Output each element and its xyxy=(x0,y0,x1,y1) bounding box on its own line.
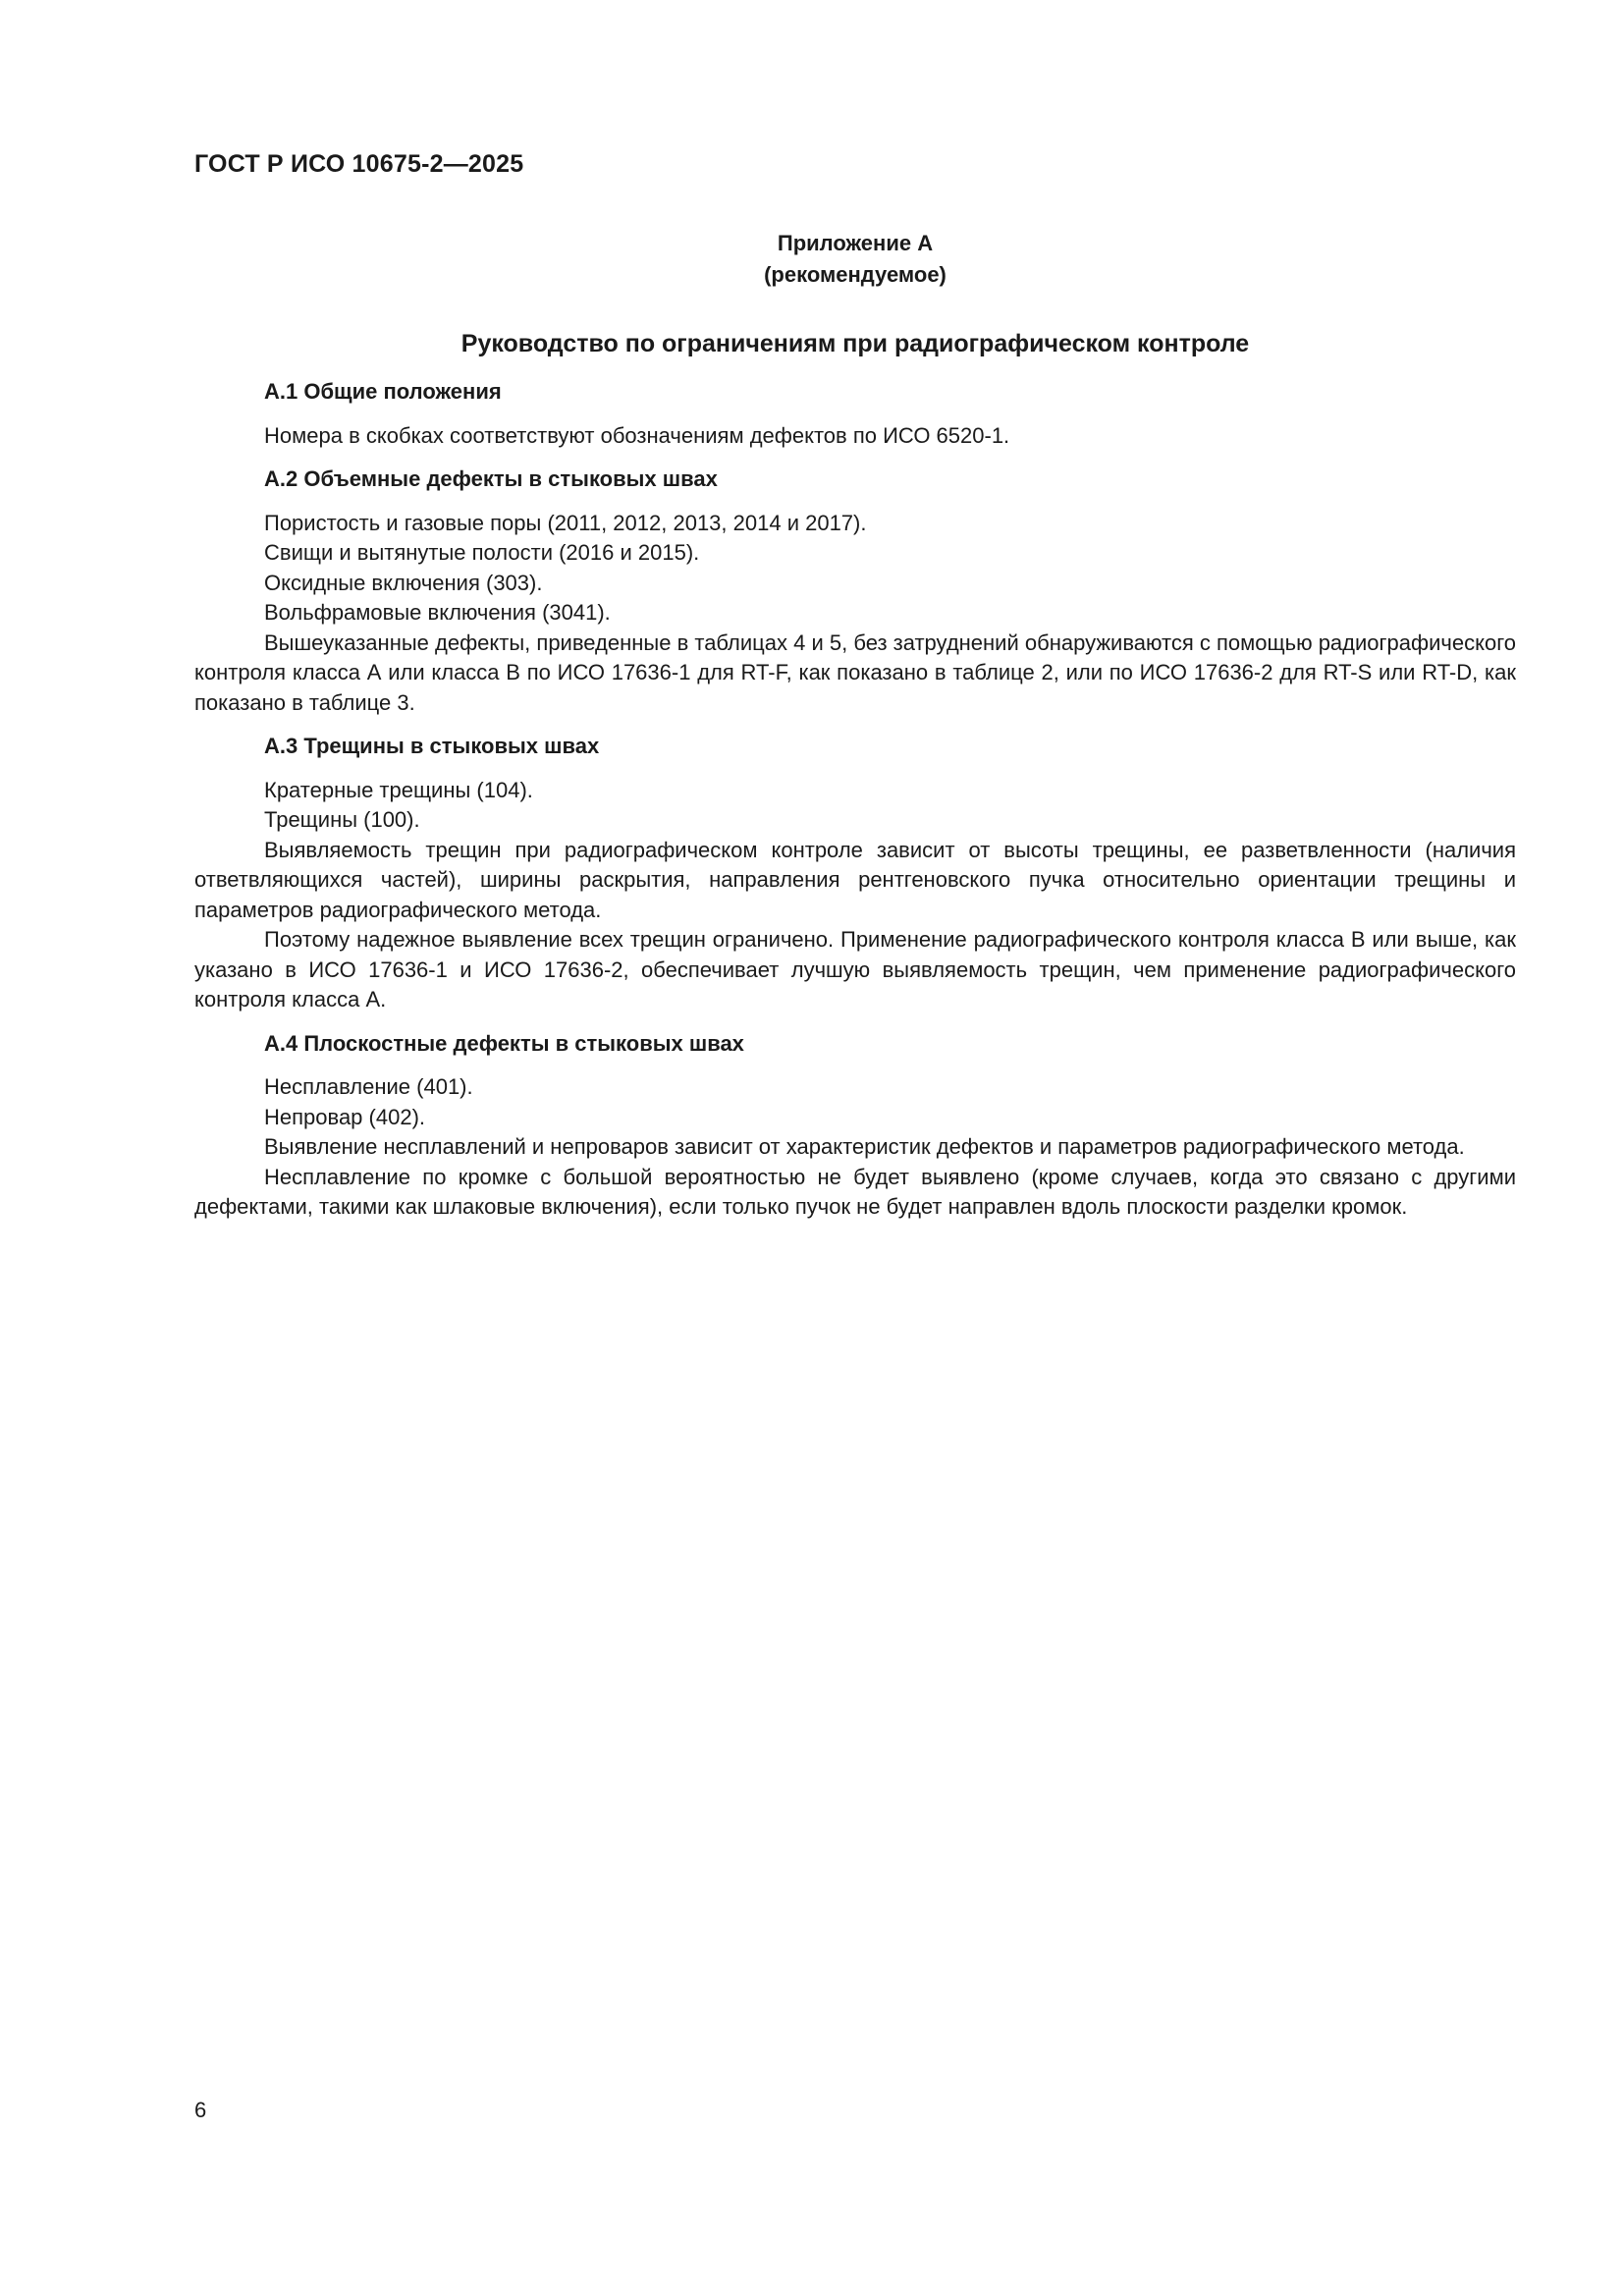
section-a2-paragraph: Вышеуказанные дефекты, приведенные в таблицах 4 и 5, без затруднений обнаруживаются с помощью радиографического контроля класса А или класса В по ИСО 17636-1 для RT-F, как показано в таблице 2, или по ИСО 17636-2 для RT-S или RT-D, как показано в таблице 3. xyxy=(194,629,1516,715)
section-a3-title: А.3 Трещины в стыковых швах xyxy=(264,734,600,758)
section-a2-title: А.2 Объемные дефекты в стыковых швах xyxy=(264,466,718,491)
section-a3-paragraph: Выявляемость трещин при радиографическом контроле зависит от высоты трещины, ее разветвленности (наличия ответвляющихся частей), ширины раскрытия, направления рентгеновского пучка относительно ориентации трещины и параметров радиографического метода. xyxy=(194,837,1516,922)
section-a2-line: Оксидные включения (303). xyxy=(264,570,543,595)
annex-heading: Руководство по ограничениям при радиографическом контроле xyxy=(460,330,1250,357)
section-a2-line: Пористость и газовые поры (2011, 2012, 2013, 2014 и 2017). xyxy=(264,510,867,535)
section-a1-title: А.1 Общие положения xyxy=(264,379,502,404)
document-code: ГОСТ Р ИСО 10675-2—2025 xyxy=(194,150,524,178)
page-number: 6 xyxy=(194,2098,207,2122)
section-a4-paragraph: Выявление несплавлений и непроваров зависит от характеристик дефектов и параметров радиографического метода. xyxy=(264,1134,1465,1159)
annex-header xyxy=(194,228,1516,360)
section-a3-line: Трещины (100). xyxy=(264,807,420,832)
section-a1-line: Номера в скобках соответствуют обозначениям дефектов по ИСО 6520-1. xyxy=(264,422,1010,448)
section-a4-line: Непровар (402). xyxy=(264,1104,426,1129)
annex-type: (рекомендуемое) xyxy=(764,262,947,287)
section-a2-line: Свищи и вытянутые полости (2016 и 2015). xyxy=(264,540,700,565)
section-a4-line: Несплавление (401). xyxy=(264,1074,473,1099)
document-body xyxy=(194,377,1516,1223)
section-a2-line: Вольфрамовые включения (3041). xyxy=(264,600,611,625)
section-a3-line: Кратерные трещины (104). xyxy=(264,777,533,802)
section-a3-paragraph: Поэтому надежное выявление всех трещин ограничено. Применение радиографического контроля класса В или выше, как указано в ИСО 17636-1 и ИСО 17636-2, обеспечивает лучшую выявляемость трещин, чем применение радиографического контроля класса А. xyxy=(194,927,1516,1011)
section-a4-title: А.4 Плоскостные дефекты в стыковых швах xyxy=(264,1030,744,1056)
section-a4-paragraph: Несплавление по кромке с большой вероятностью не будет выявлено (кроме случаев, когда это связано с другими дефектами, такими как шлаковые включения), если только пучок не будет направлен вдоль плоскости разделки кромок. xyxy=(194,1164,1516,1219)
annex-title: Приложение А xyxy=(777,231,934,255)
